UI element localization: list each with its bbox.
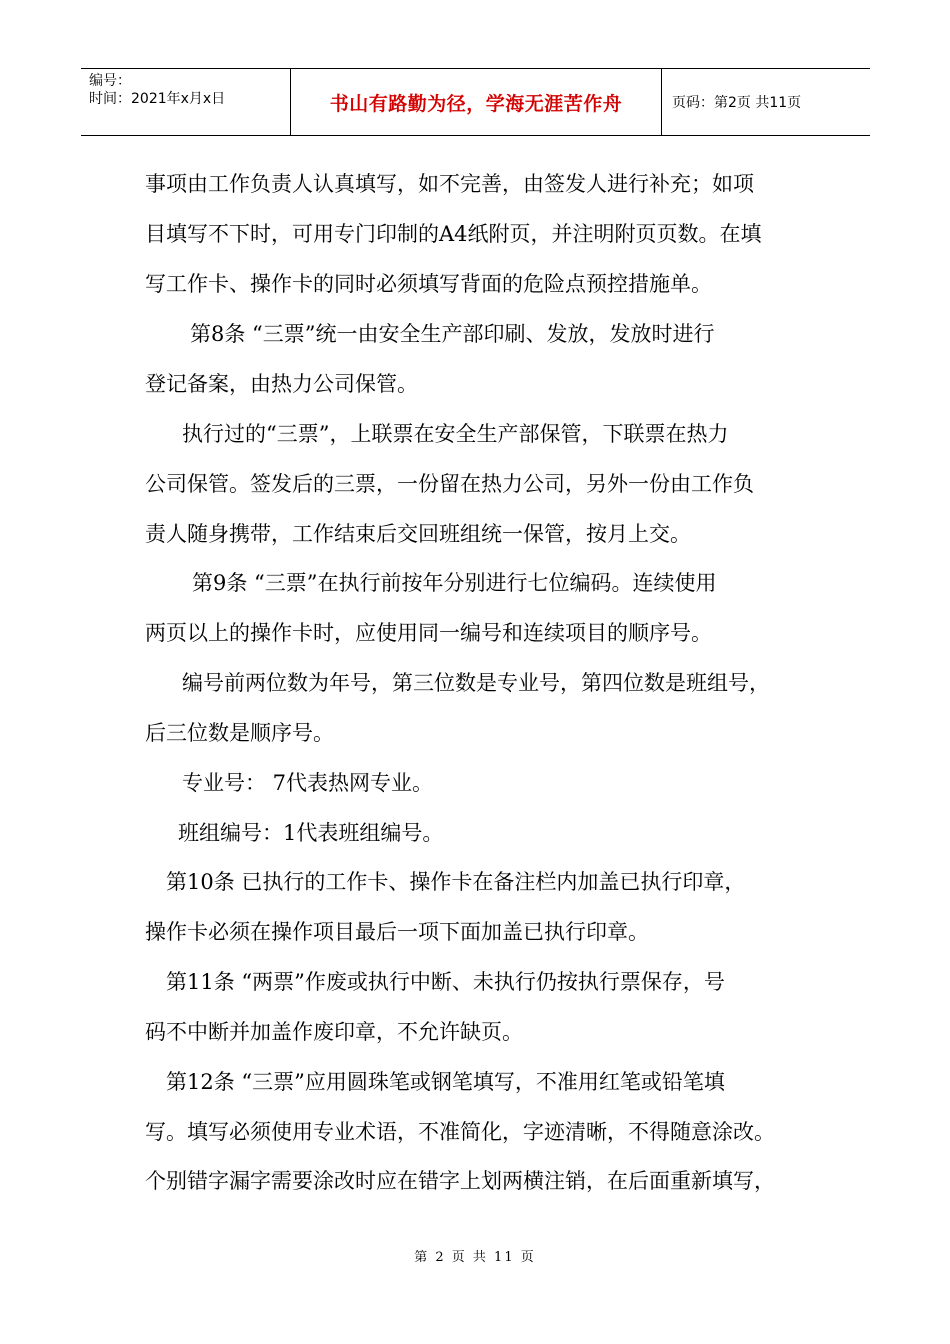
body-line: 码不中断并加盖作废印章，不允许缺页。	[145, 1020, 523, 1044]
body-line: 事项由工作负责人认真填写，如不完善，由签发人进行补充；如项	[145, 172, 754, 196]
article-10-line: 第10条 已执行的工作卡、操作卡在备注栏内加盖已执行印章，	[166, 870, 746, 894]
article-12-line: 第12条 “三票”应用圆珠笔或钢笔填写，不准用红笔或铅笔填	[166, 1070, 725, 1094]
body-line: 登记备案，由热力公司保管。	[145, 372, 418, 396]
header-page-info: 页码：第2页 共11页	[662, 69, 871, 136]
document-header	[81, 68, 870, 136]
page-footer: 第 2 页 共 11 页	[414, 1250, 536, 1265]
body-line: 操作卡必须在操作项目最后一项下面加盖已执行印章。	[145, 920, 649, 944]
header-motto: 书山有路勤为径，学海无涯苦作舟	[291, 69, 662, 136]
body-line: 专业号： 7代表热网专业。	[182, 771, 434, 795]
body-line: 执行过的“三票”，上联票在安全生产部保管，下联票在热力	[182, 422, 729, 446]
article-11-line: 第11条 “两票”作废或执行中断、未执行仍按执行票保存，号	[166, 970, 725, 994]
body-line: 写。填写必须使用专业术语，不准简化，字迹清晰，不得随意涂改。	[145, 1120, 775, 1144]
body-line: 个别错字漏字需要涂改时应在错字上划两横注销，在后面重新填写，	[145, 1169, 775, 1193]
article-8-line: 第8条 “三票”统一由安全生产部印刷、发放，发放时进行	[190, 322, 715, 346]
body-line: 班组编号：1代表班组编号。	[178, 821, 444, 845]
body-line: 编号前两位数为年号，第三位数是专业号，第四位数是班组号，	[182, 671, 770, 695]
article-9-line: 第9条 “三票”在执行前按年分别进行七位编码。连续使用	[192, 571, 717, 595]
body-line: 后三位数是顺序号。	[145, 721, 334, 745]
body-line: 两页以上的操作卡时，应使用同一编号和连续项目的顺序号。	[145, 621, 712, 645]
document-number-label: 编号：	[89, 73, 131, 89]
document-date-label: 时间：2021年x月x日	[89, 91, 226, 107]
header-meta-cell	[81, 69, 291, 136]
body-line: 责人随身携带，工作结束后交回班组统一保管，按月上交。	[145, 522, 691, 546]
body-line: 写工作卡、操作卡的同时必须填写背面的危险点预控措施单。	[145, 272, 712, 296]
body-line: 公司保管。签发后的三票，一份留在热力公司，另外一份由工作负	[145, 472, 754, 496]
body-line: 目填写不下时，可用专门印制的A4纸附页，并注明附页页数。在填	[145, 222, 762, 246]
